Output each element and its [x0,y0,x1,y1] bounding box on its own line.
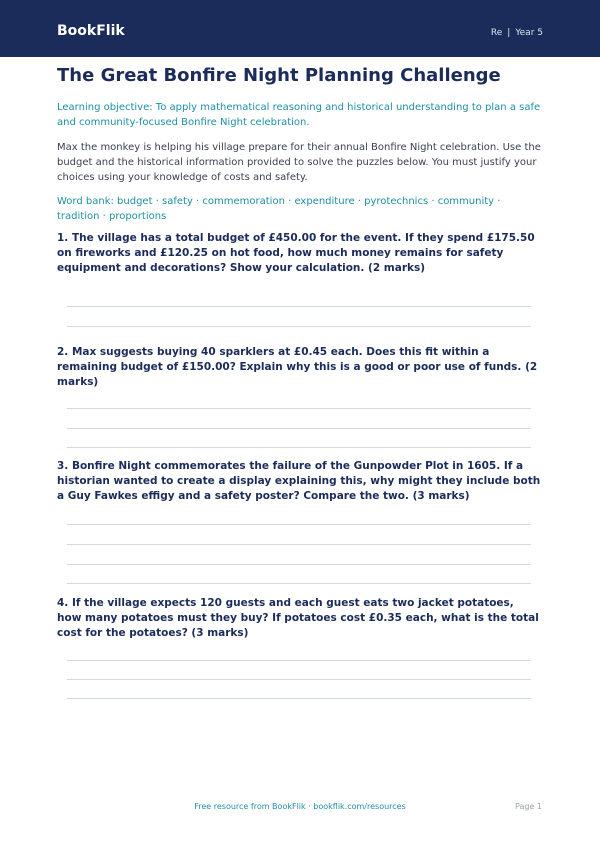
question-2 [57,345,541,390]
answer-line[interactable] [67,698,531,699]
answer-line[interactable] [67,583,531,584]
question-text: 3. Bonfire Night commemorates the failure of the Gunpowder Plot in 1605. If a historian wanted to create a display explaining this, why might they include both a Guy Fawkes effigy and a safety poster? Compare the two. (3 marks) [57,460,541,502]
answer-line[interactable] [67,544,531,545]
question-text: 2. Max suggests buying 40 sparklers at £0.45 each. Does this fit within a remaining budget of £150.00? Explain why this is a good or poor use of funds. (2 marks) [57,346,538,388]
page-number: Page 1 [515,802,542,811]
answer-line[interactable] [67,428,531,429]
footer-resource-link[interactable]: Free resource from BookFlik · bookflik.com/resources [194,802,406,811]
word-bank: Word bank: budget · safety · commemoration · expenditure · pyrotechnics · community · tradition · proportions [57,196,501,222]
answer-line[interactable] [67,524,531,525]
answer-line[interactable] [67,564,531,565]
brand-logo-text[interactable]: BookFlik [57,23,125,39]
question-text: 4. If the village expects 120 guests and each guest eats two jacket potatoes, how many potatoes must they buy? If potatoes cost £0.35 each, what is the total cost for the potatoes? (3 marks) [57,597,539,639]
answer-line[interactable] [67,660,531,661]
intro-paragraph: Max the monkey is helping his village prepare for their annual Bonfire Night celebration. Use the budget and the historical information provided to solve the puzzles below. You must justify your choices using your knowledge of costs and safety. [57,142,541,183]
question-text: 1. The village has a total budget of £450.00 for the event. If they spend £175.50 on fireworks and £120.25 on hot food, how much money remains for safety equipment and decorations? Show your calculation. (2 marks) [57,232,535,274]
answer-line[interactable] [67,326,531,327]
worksheet-title: The Great Bonfire Night Planning Challenge [57,65,501,86]
question-1 [57,231,541,276]
question-4 [57,596,541,641]
answer-line[interactable] [67,306,531,307]
answer-line[interactable] [67,679,531,680]
student-name: Re [490,28,503,38]
header-bar [0,0,600,57]
answer-line[interactable] [67,408,531,409]
answer-line[interactable] [67,447,531,448]
student-meta [491,27,543,39]
learning-objective: Learning objective: To apply mathematical reasoning and historical understanding to plan a safe and community-focused Bonfire Night celebration. [57,102,541,128]
worksheet-intro [57,63,541,224]
page-footer [0,801,600,815]
meta-separator: | [507,28,511,38]
question-3 [57,459,541,504]
year-group: Year 5 [515,28,543,38]
